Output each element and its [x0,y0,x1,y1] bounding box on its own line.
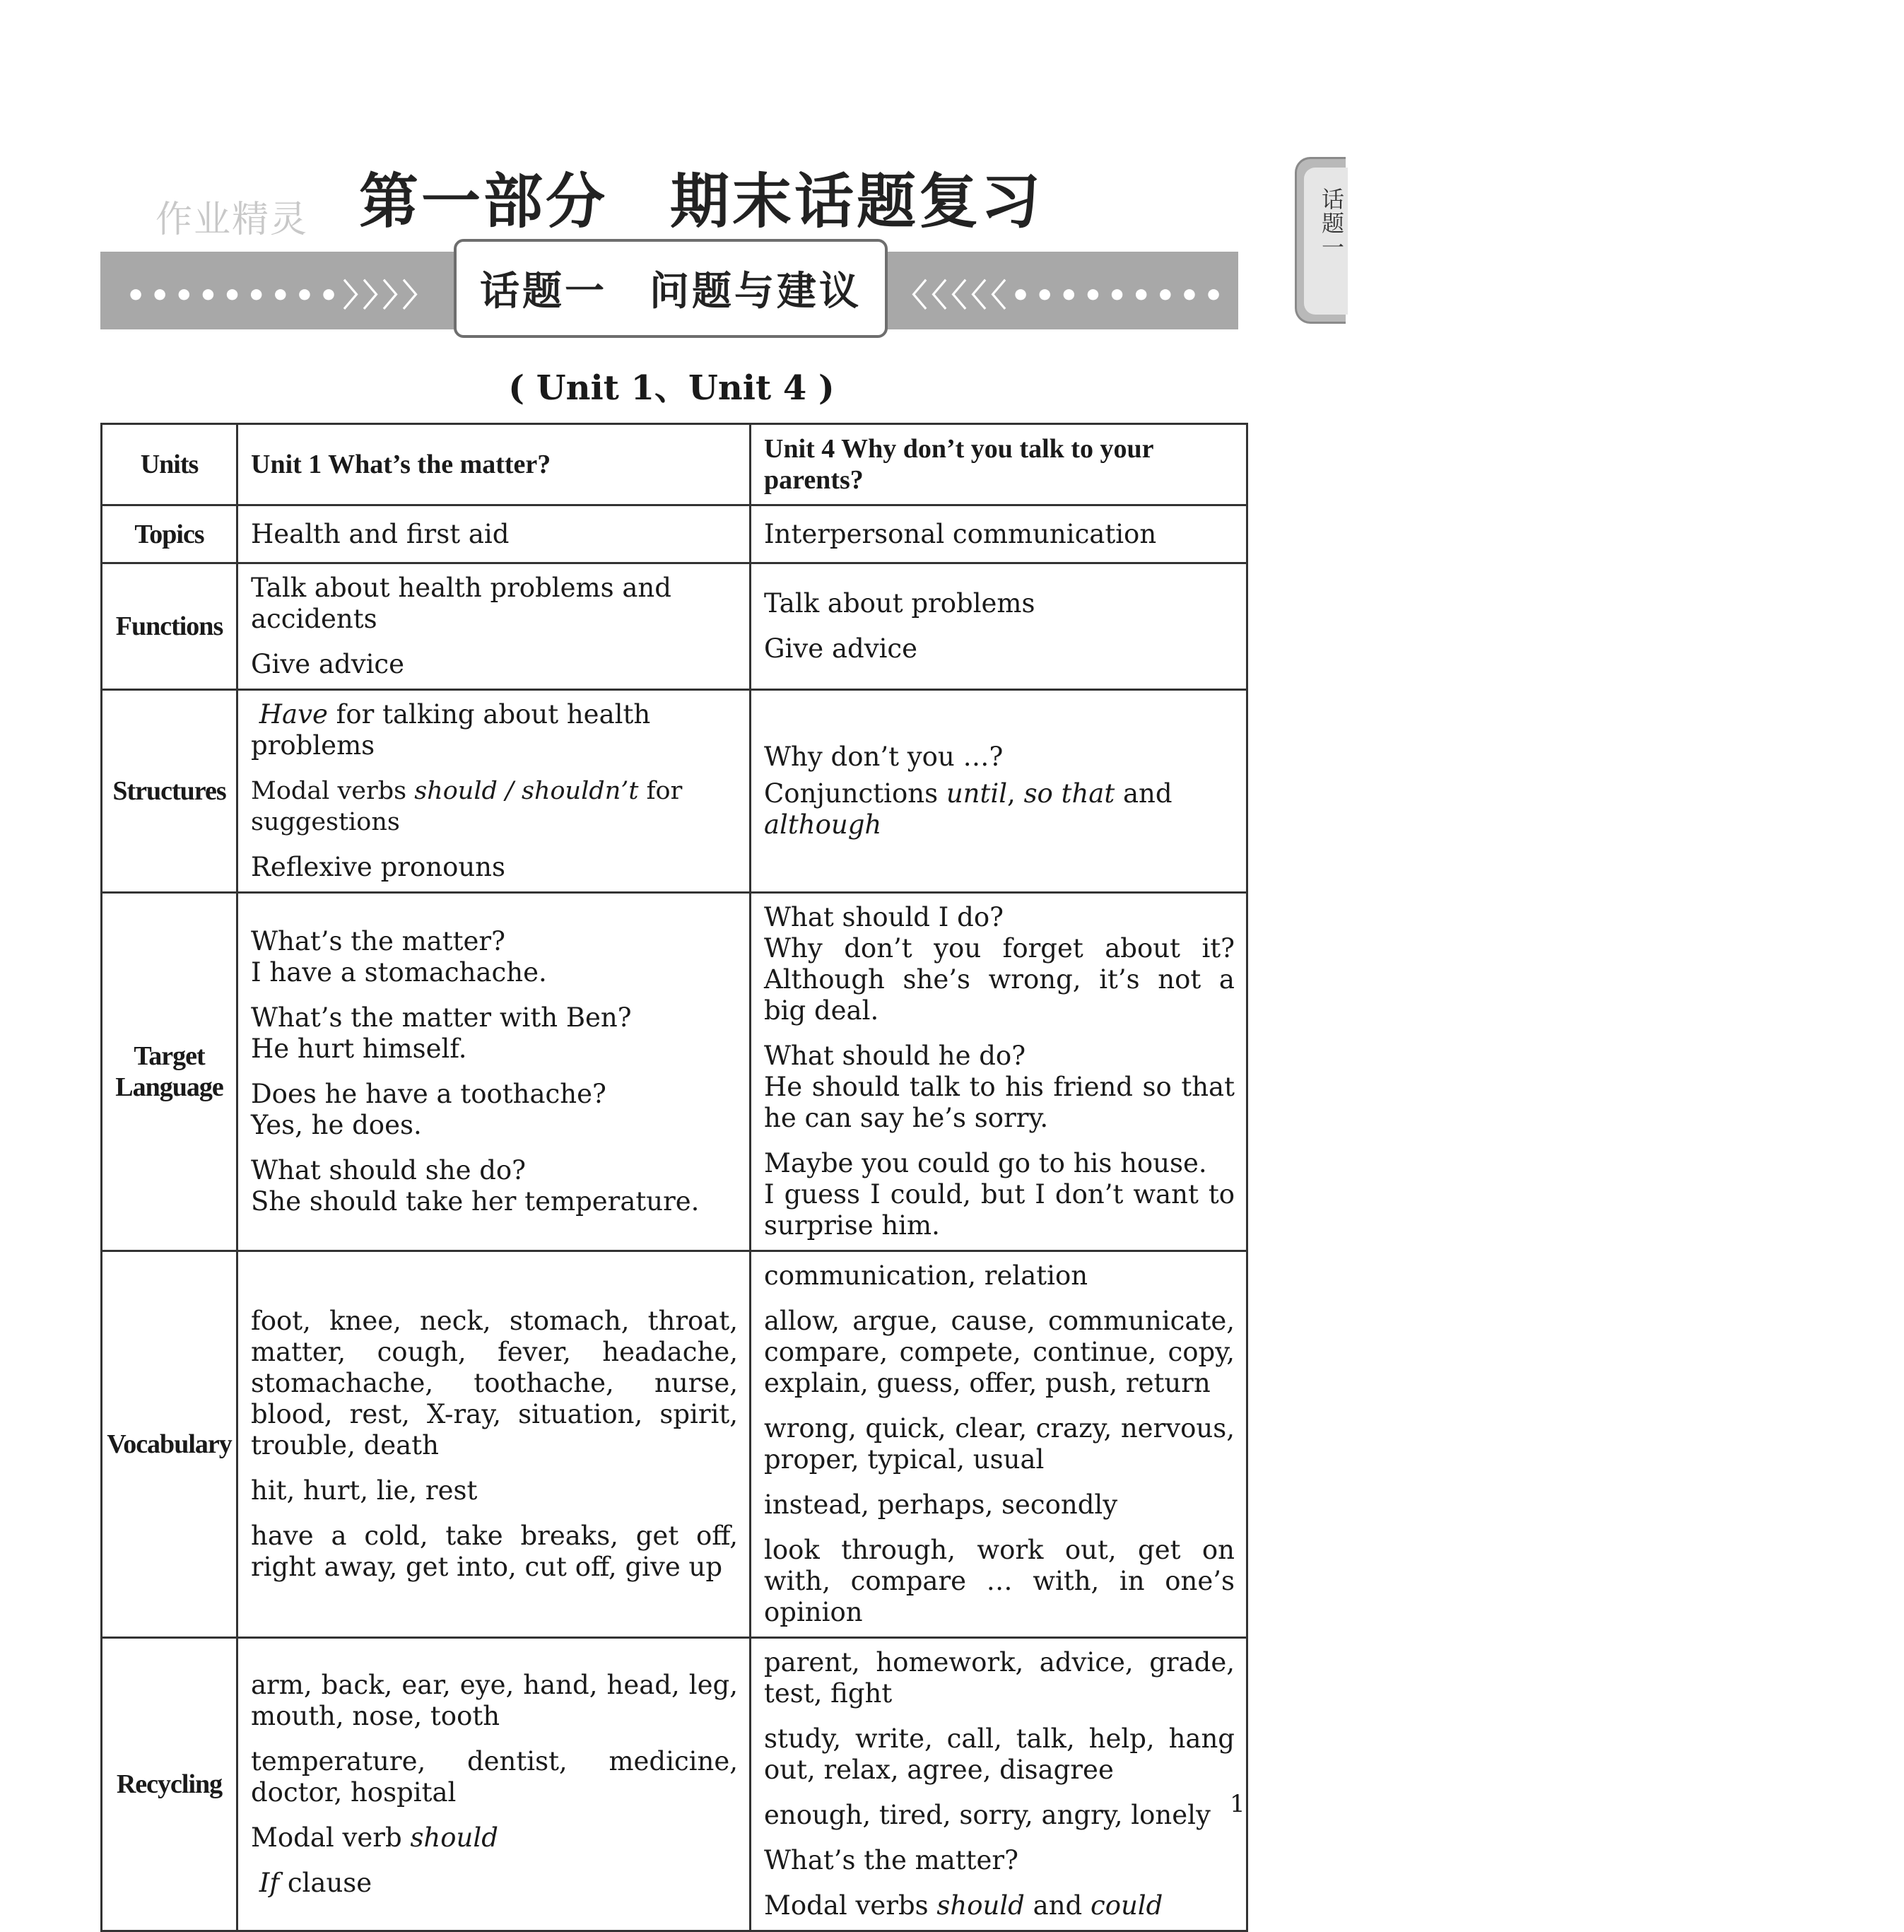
list-item: What’s the matter? [764,1845,1018,1875]
conj-so-that: so that [1023,778,1115,809]
dialogue [251,1155,738,1217]
list-item: Talk about problems [764,588,1035,619]
topics-unit1: Health and first aid [237,505,751,563]
target-unit1 [237,893,751,1251]
dialogue [251,926,738,988]
row-label-functions: Functions [102,563,237,690]
dialogue [764,1041,1235,1134]
list-item: Why don’t you …? [764,742,1004,772]
dialogue [251,1002,738,1065]
structure-text: Modal verbs [251,777,415,805]
recycling-text: and [1024,1890,1091,1921]
dialogue-line: He should talk to his friend so that he can say he’s sorry. [764,1072,1235,1133]
list-item [251,775,738,838]
dialogue [764,1148,1235,1241]
dialogue-line: Why don’t you forget about it? Although she’s wrong, it’s not a big deal. [764,933,1235,1026]
structure-text: and [1115,778,1173,809]
topic-label: 话题一 问题与建议 [480,269,862,315]
banner-dots-right: 〈〈〈〈〈••••••••• [896,278,1228,314]
list-item: look through, work out, get on with, compare … with, in one’s opinion [764,1535,1235,1627]
list-item: foot, knee, neck, stomach, throat, matter, cough, fever, headache, stomachache, toothache, nurse, blood, rest, X-ray, situation, spirit, trouble, death [251,1306,738,1460]
dialogue-line: Maybe you could go to his house. [764,1148,1207,1178]
list-item: communication, relation [764,1260,1088,1291]
list-item: wrong, quick, clear, crazy, nervous, proper, typical, usual [764,1413,1235,1475]
banner-dots-left: •••••••••〉〉〉〉 [126,278,438,314]
header-unit4: Unit 4 Why don’t you talk to your parents? [751,424,1247,505]
list-item [764,1890,1235,1921]
dialogue-line: Does he have a toothache? [251,1079,606,1109]
target-unit4 [751,893,1247,1251]
list-item: hit, hurt, lie, rest [251,1475,478,1506]
table-row-target-language [102,893,1247,1251]
recycling-unit4 [751,1638,1247,1931]
table-row-header [102,424,1247,505]
review-table [100,423,1248,1932]
recycling-text: clause [279,1868,372,1898]
units-heading: ( Unit 1、Unit 4 ) [508,368,835,408]
structure-modal: should / shouldn’t [414,777,639,805]
list-item [764,778,1235,841]
list-item: allow, argue, cause, communicate, compare, compete, continue, copy, explain, guess, offer, push, return [764,1306,1235,1398]
vocabulary-unit4 [751,1251,1247,1638]
page-title: 第一部分 期末话题复习 [359,166,1044,236]
dialogue-line: I have a stomachache. [251,957,547,988]
structure-text: Conjunctions [764,778,946,809]
list-item: Give advice [764,633,918,664]
structures-unit4 [751,690,1247,893]
dialogue-line: What should I do? [764,902,1004,932]
list-item: Reflexive pronouns [251,852,505,882]
list-item: study, write, call, talk, help, hang out, relax, agree, disagree [764,1723,1235,1785]
dialogue-line: What should he do? [764,1041,1026,1071]
structure-text: , [1007,778,1024,809]
dialogue-line: Yes, he does. [251,1110,422,1140]
dialogue-line: I guess I could, but I don’t want to surprise him. [764,1179,1235,1241]
row-label-topics: Topics [102,505,237,563]
dialogue-line: She should take her temperature. [251,1186,700,1217]
dialogue-line: What should she do? [251,1155,527,1185]
recycling-unit1 [237,1638,751,1931]
list-item: arm, back, ear, eye, hand, head, leg, mouth, nose, tooth [251,1670,738,1731]
table-row-structures [102,690,1247,893]
dialogue [764,902,1235,1026]
dialogue-line: He hurt himself. [251,1034,467,1064]
row-label-target-language [102,893,237,1251]
structure-text: for suggestions [251,777,683,836]
side-tab-label: 话题一 [1318,187,1345,259]
functions-unit1 [237,563,751,690]
header-units: Units [102,424,237,505]
modal-could: could [1090,1890,1163,1921]
if-keyword: If [259,1868,280,1898]
modal-should: should [410,1822,498,1853]
list-item: have a cold, take breaks, get off, right away, get into, cut off, give up [251,1521,738,1582]
page-number: 1 [1230,1790,1245,1818]
row-label-structures: Structures [102,690,237,893]
list-item [251,1868,738,1899]
dialogue-line: What’s the matter? [251,926,505,956]
label-line: Target [134,1041,205,1071]
dialogue [251,1079,738,1141]
list-item: parent, homework, advice, grade, test, fight [764,1647,1235,1709]
table-row-vocabulary [102,1251,1247,1638]
row-label-vocabulary: Vocabulary [102,1251,237,1638]
topic-label-box [454,239,888,338]
header-unit1: Unit 1 What’s the matter? [237,424,751,505]
list-item: enough, tired, sorry, angry, lonely [764,1800,1211,1830]
recycling-text: Modal verbs [764,1890,937,1921]
label-line: Language [115,1072,223,1102]
list-item: temperature, dentist, medicine, doctor, hospital [251,1746,738,1808]
structure-have: Have [259,699,328,730]
row-label-recycling: Recycling [102,1638,237,1931]
dialogue-line: What’s the matter with Ben? [251,1002,632,1033]
table-row-functions [102,563,1247,690]
vocabulary-unit1 [237,1251,751,1638]
table-row-topics [102,505,1247,563]
topics-unit4: Interpersonal communication [751,505,1247,563]
list-item [251,1822,738,1854]
structure-text: for talking about health problems [251,699,651,761]
side-tab [1295,157,1346,324]
list-item: instead, perhaps, secondly [764,1489,1118,1520]
recycling-text: Modal verb [251,1822,411,1853]
table-row-recycling [102,1638,1247,1931]
list-item [251,699,738,761]
conj-until: until [946,778,1008,809]
modal-should: should [936,1890,1025,1921]
functions-unit4 [751,563,1247,690]
list-item: Give advice [251,649,405,679]
list-item: Talk about health problems and accidents [251,573,671,634]
structures-unit1 [237,690,751,893]
watermark: 作业精灵 [155,199,309,241]
conj-although: although [764,809,882,840]
